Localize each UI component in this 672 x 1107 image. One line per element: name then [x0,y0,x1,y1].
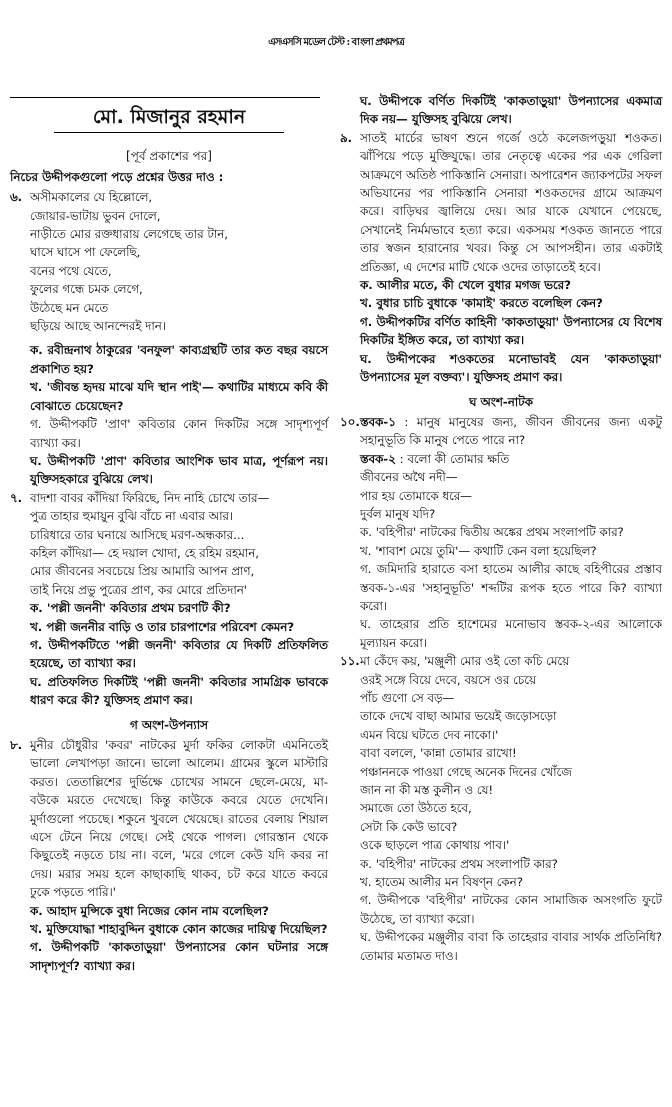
sub-question-kha: খ. পল্লী জননীর বাড়ি ও তার চারপাশের পরিবেশ কেমন? [30,619,295,634]
poem-line: মোর জীবনের সবচেয়ে প্রিয় আমারি আপন প্রাণ, [30,564,255,579]
right-column [340,92,662,965]
question-7 [10,489,328,710]
stanza-label: স্তবক-১ [360,414,396,429]
poem-line: ওকে ছাড়লে পাত্র কোথায় পাব।' [360,838,510,853]
poem-line: অসীমকালের যে হিল্লোলে, [30,190,153,205]
question-6 [10,188,328,489]
question-number: ৯. [340,130,353,145]
sub-question-kha: খ. মুক্তিযোদ্ধা শাহাবুদ্দিন বুধাকে কোন কাজের দায়িত্ব দিয়েছিল? [30,922,328,937]
sub-question-ka: ক. রবীন্দ্রনাথ ঠাকুরের 'বনফুল' কাব্যগ্রন্থটি তার কত বছর বয়সে প্রকাশিত হয়? [30,343,328,376]
poem-line: পুত্র তাহার হুমায়ুন বুঝি বাঁচে না এবার আর। [30,509,234,524]
poem-line: পার হয় তোমাকে ধরে— [360,488,472,503]
poem-line: এমন বিয়ে ঘটতে দেব নাকো।' [360,727,499,742]
sub-question-gha: ঘ. উদ্দীপকে বর্ণিত দিকটিই 'কাকতাড়ুয়া' উপন্যাসের একমাত্র দিক নয়— যুক্তিসহ বুঝিয়ে লেখ। [360,94,662,127]
sub-question-ga: গ. জমিদারি হারাতে বসা হাতেম আলীর কাছে বহিপীরের প্রস্তাব স্তবক-১-এর 'সহানুভূতি' শব্দটির রূপক হতে পারে কি? ব্যাখ্যা করো। [360,562,662,613]
poem-line: ছড়িয়ে আছে আনন্দেরই দান। [30,319,167,334]
poem-line: বাবা বললে, 'কান্না তোমার রাখো! [360,746,517,761]
poem-line: সমাজে তো উঠতে হবে, [360,801,472,816]
stanza-text: : মানুষ মানুষের জন্য, জীবন জীবনের জন্য একটু সহানুভূতি কি মানুষ পেতে পারে না? [360,414,663,448]
question-8-continued [340,92,662,129]
sub-question-kha: খ. হাতেম আলীর মন বিষণ্ন কেন? [360,875,523,890]
question-9 [340,129,662,387]
question-number: ১১. [340,654,360,669]
author-name: মো. মিজানুর রহমান [92,106,246,128]
poem-line: বাদশা বাবর কাঁদিয়া ফিরিছে, নিদ নাহি চোখে তার— [30,490,270,505]
sub-question-gha: ঘ. প্রতিফলিত দিকটিই 'পল্লী জননী' কবিতার সামগ্রিক ভাবকে ধারণ করে কী? যুক্তিসহ প্রমাণ কর। [30,674,328,708]
stimulus-text: সাতই মার্চের ভাষণ শুনে গর্জে ওঠে কলেজপড়ুয়া শওকত। ঝাঁপিয়ে পড়ে মুক্তিযুদ্ধে। তার নেতৃত্বে একের পর এক গেরিলা আক্রমণে অতিষ্ঠ পাকিস্তানি সেনারা। অপারেশন জ্যাকপটের সফল অভিযানের পর পাকিস্তানি সেনারা শওকতদের গ্রামে আক্রমণ করে। বাড়িঘর জ্বালিয়ে দেয়। আর যাকে যেখানে পেয়েছে, সেখানেই নির্মমভাবে হত্যা করে। একসময় শওকত জানতে পারে তার স্বজন হারানোর খবর। কিন্তু সে আপসহীন। তার একটাই প্রতিজ্ঞা, এ দেশের মাটি থেকে ওদের তাড়াতেই হবে। [360,130,662,274]
sub-question-ga: গ. উদ্দীপকে 'বহিপীর' নাটকের কোন সামাজিক অসংগতি ফুটে উঠেছে, তা ব্যাখ্যা করো। [360,893,662,926]
poem-line: পাঁচ গুণো সে বড়— [360,691,455,705]
sub-question-ka: ক. আলীর মতে, কী খেলে বুধার মগজ ভরে? [360,278,572,293]
question-11 [340,652,662,965]
question-number: ৬. [10,190,23,205]
stanza-label: স্তবক-২ [360,451,396,466]
sub-question-gha: ঘ. উদ্দীপকের মঞ্জুলীর বাবা কি তাহেরার বাবার সার্থক প্রতিনিধি? তোমার মতামত দাও। [360,930,662,963]
question-number: ১০. [340,414,360,429]
poem-line: বনের পথে যেতে, [30,263,112,278]
author-rule [54,132,284,133]
poem-line: জীবনের অথৈ নদী— [360,470,458,485]
poem-line: তাকে দেখে বাছা আমার ভয়েই জড়োসড়ো [360,709,557,724]
poem-line: তাই নিয়ে প্রভু পুত্রের প্রাণ, কর মোরে প্রতিদান' [30,582,248,597]
sub-question-ka: ক. 'বহিপীর' নাটকের দ্বিতীয় অঙ্কের প্রথম সংলাপটি কার? [360,525,624,540]
poem-line: সেটা কি কেউ ভাবে? [360,819,458,834]
stimulus-text: মুনীর চৌধুরীর 'কবর' নাটকের মুর্দা ফকির লোকটা এমনিতেই ভালো লেখাপড়া জানে। ভালো আলেম। গ্রামের স্কুলে মাস্টারি করত। তেতাল্লিশের দুর্ভিক্ষে চোখের সামনে ছেলে-মেয়ে, মা-বউকে মরতে দেখেছে। কিন্তু কাউকে কবরে যেতে দেখেনি। মুর্দাগুলো পচেছে। শকুনে খুবলে খেয়েছে। রাতের বেলায় শিয়াল এসে টেনে নিয়ে গেছে। সেই থেকে পাগল। গোরস্তান থেকে কিছুতেই নড়তে চায় না। বলে, 'মরে গেলে কেউ যদি কবর না দেয়। মরার সময় হলে কাছাকাছি থাকব, চট করে যাতে কবরে ঢুকে পড়তে পারি।' [30,738,328,900]
left-column [10,94,328,975]
sub-question-kha: খ. 'জীবন্ত হৃদয় মাঝে যদি স্থান পাই'— কথাটির মাধ্যমে কবি কী বোঝাতে চেয়েছেন? [30,380,328,413]
poem-line: ওরই সঙ্গে বিয়ে দেবে, বয়সে ওর চেয়ে [360,672,536,687]
page-title: এসএসসি মডেল টেস্ট : বাংলা প্রথমপত্র [268,36,404,48]
sub-question-ka: ক. 'বহিপীর' নাটকের প্রথম সংলাপটি কার? [360,856,558,871]
sub-question-kha: খ. 'শাবাশ মেয়ে তুমি'— কথাটি কেন বলা হয়েছিল? [360,543,597,558]
instruction: নিচের উদ্দীপকগুলো পড়ে প্রশ্নের উত্তর দাও : [10,169,224,184]
sub-question-ga: গ. উদ্দীপকটিতে 'পল্লী জননী' কবিতার যে দিকটি প্রতিফলিত হয়েছে, তা ব্যাখ্যা কর। [30,637,328,671]
question-number: ৭. [10,490,23,505]
sub-question-ga: গ. উদ্দীপকটি 'প্রাণ' কবিতার কোন দিকটির সঙ্গে সাদৃশ্যপূর্ণ ব্যাখ্যা কর। [30,417,328,450]
poem-line: ফুলের গন্ধে চমক লেগে, [30,282,143,297]
continued-note: [পূর্ব প্রকাশের পর] [126,149,212,164]
sub-question-gha: ঘ. উদ্দীপকটি 'প্রাণ' কবিতার আংশিক ভাব মাত্র, পূর্ণরূপ নয়। যুক্তিসহকারে বুঝিয়ে লেখ। [30,453,328,487]
section-heading: গ অংশ-উপন্যাস [130,717,208,732]
question-8 [10,736,328,975]
poem-line: দুর্বল মানুষ যদি? [360,506,436,521]
poem-line: কহিল কাঁদিয়া— হে দয়াল খোদা, হে রহিম রহমান, [30,545,259,560]
sub-question-gha: ঘ. উদ্দীপকের শওকতের মনোভাবই যেন 'কাকতাড়ুয়া' উপন্যাসের মূল বক্তব্য'। যুক্তিসহ প্রমাণ কর। [360,351,662,385]
poem-line: পঞ্চাননকে পাওয়া গেছে অনেক দিনের খোঁজে [360,764,572,779]
poem-line: নাড়ীতে মোর রক্তধারায় লেগেছে তার টান, [30,227,229,242]
poem-line: উঠেছে মন মেতে [30,300,109,315]
stanza-text: : বলো কী তোমার ক্ষতি [399,451,510,466]
sub-question-ka: ক. 'পল্লী জননী' কবিতার প্রথম চরণটি কী? [30,601,231,616]
sub-question-ga: গ. উদ্দীপকটির বর্ণিত কাহিনী 'কাকতাড়ুয়া' উপন্যাসের যে বিশেষ দিকটির ইঙ্গিত করে, তা ব্যাখ্যা কর। [360,314,662,348]
poem-line: ঘাসে ঘাসে পা ফেলেছি, [30,245,141,260]
sub-question-kha: খ. বুধার চাচি বুধাকে 'কামাই' করতে বলেছিল কেন? [360,296,603,311]
poem-line: জান না কী মস্ত কুলীন ও যে! [360,783,494,798]
question-number: ৮. [10,738,23,752]
question-10 [340,413,662,652]
sub-question-ga: গ. উদ্দীপকটি 'কাকতাড়ুয়া' উপন্যাসের কোন ঘটনার সঙ্গে সাদৃশ্যপূর্ণ? ব্যাখ্যা কর। [30,940,328,973]
sub-question-ka: ক. আহাদ মুন্সিকে বুধা নিজের কোন নাম বলেছিল? [30,903,269,918]
poem-line: জোয়ার-ভাটায় ভুবন দোলে, [30,208,161,223]
poem-line: মা কেঁদে কয়, 'মঞ্জুলী মোর ওই তো কচি মেয়ে [360,654,570,669]
poem-line: চারিধারে তার ঘনায়ে আসিছে মরণ-অন্ধকার... [30,527,245,542]
section-heading: ঘ অংশ-নাটক [469,394,533,409]
sub-question-gha: ঘ. তাহেরার প্রতি হাশেমের মনোভাব স্তবক-২-এর আলোকে মূল্যায়ন করো। [360,617,662,650]
